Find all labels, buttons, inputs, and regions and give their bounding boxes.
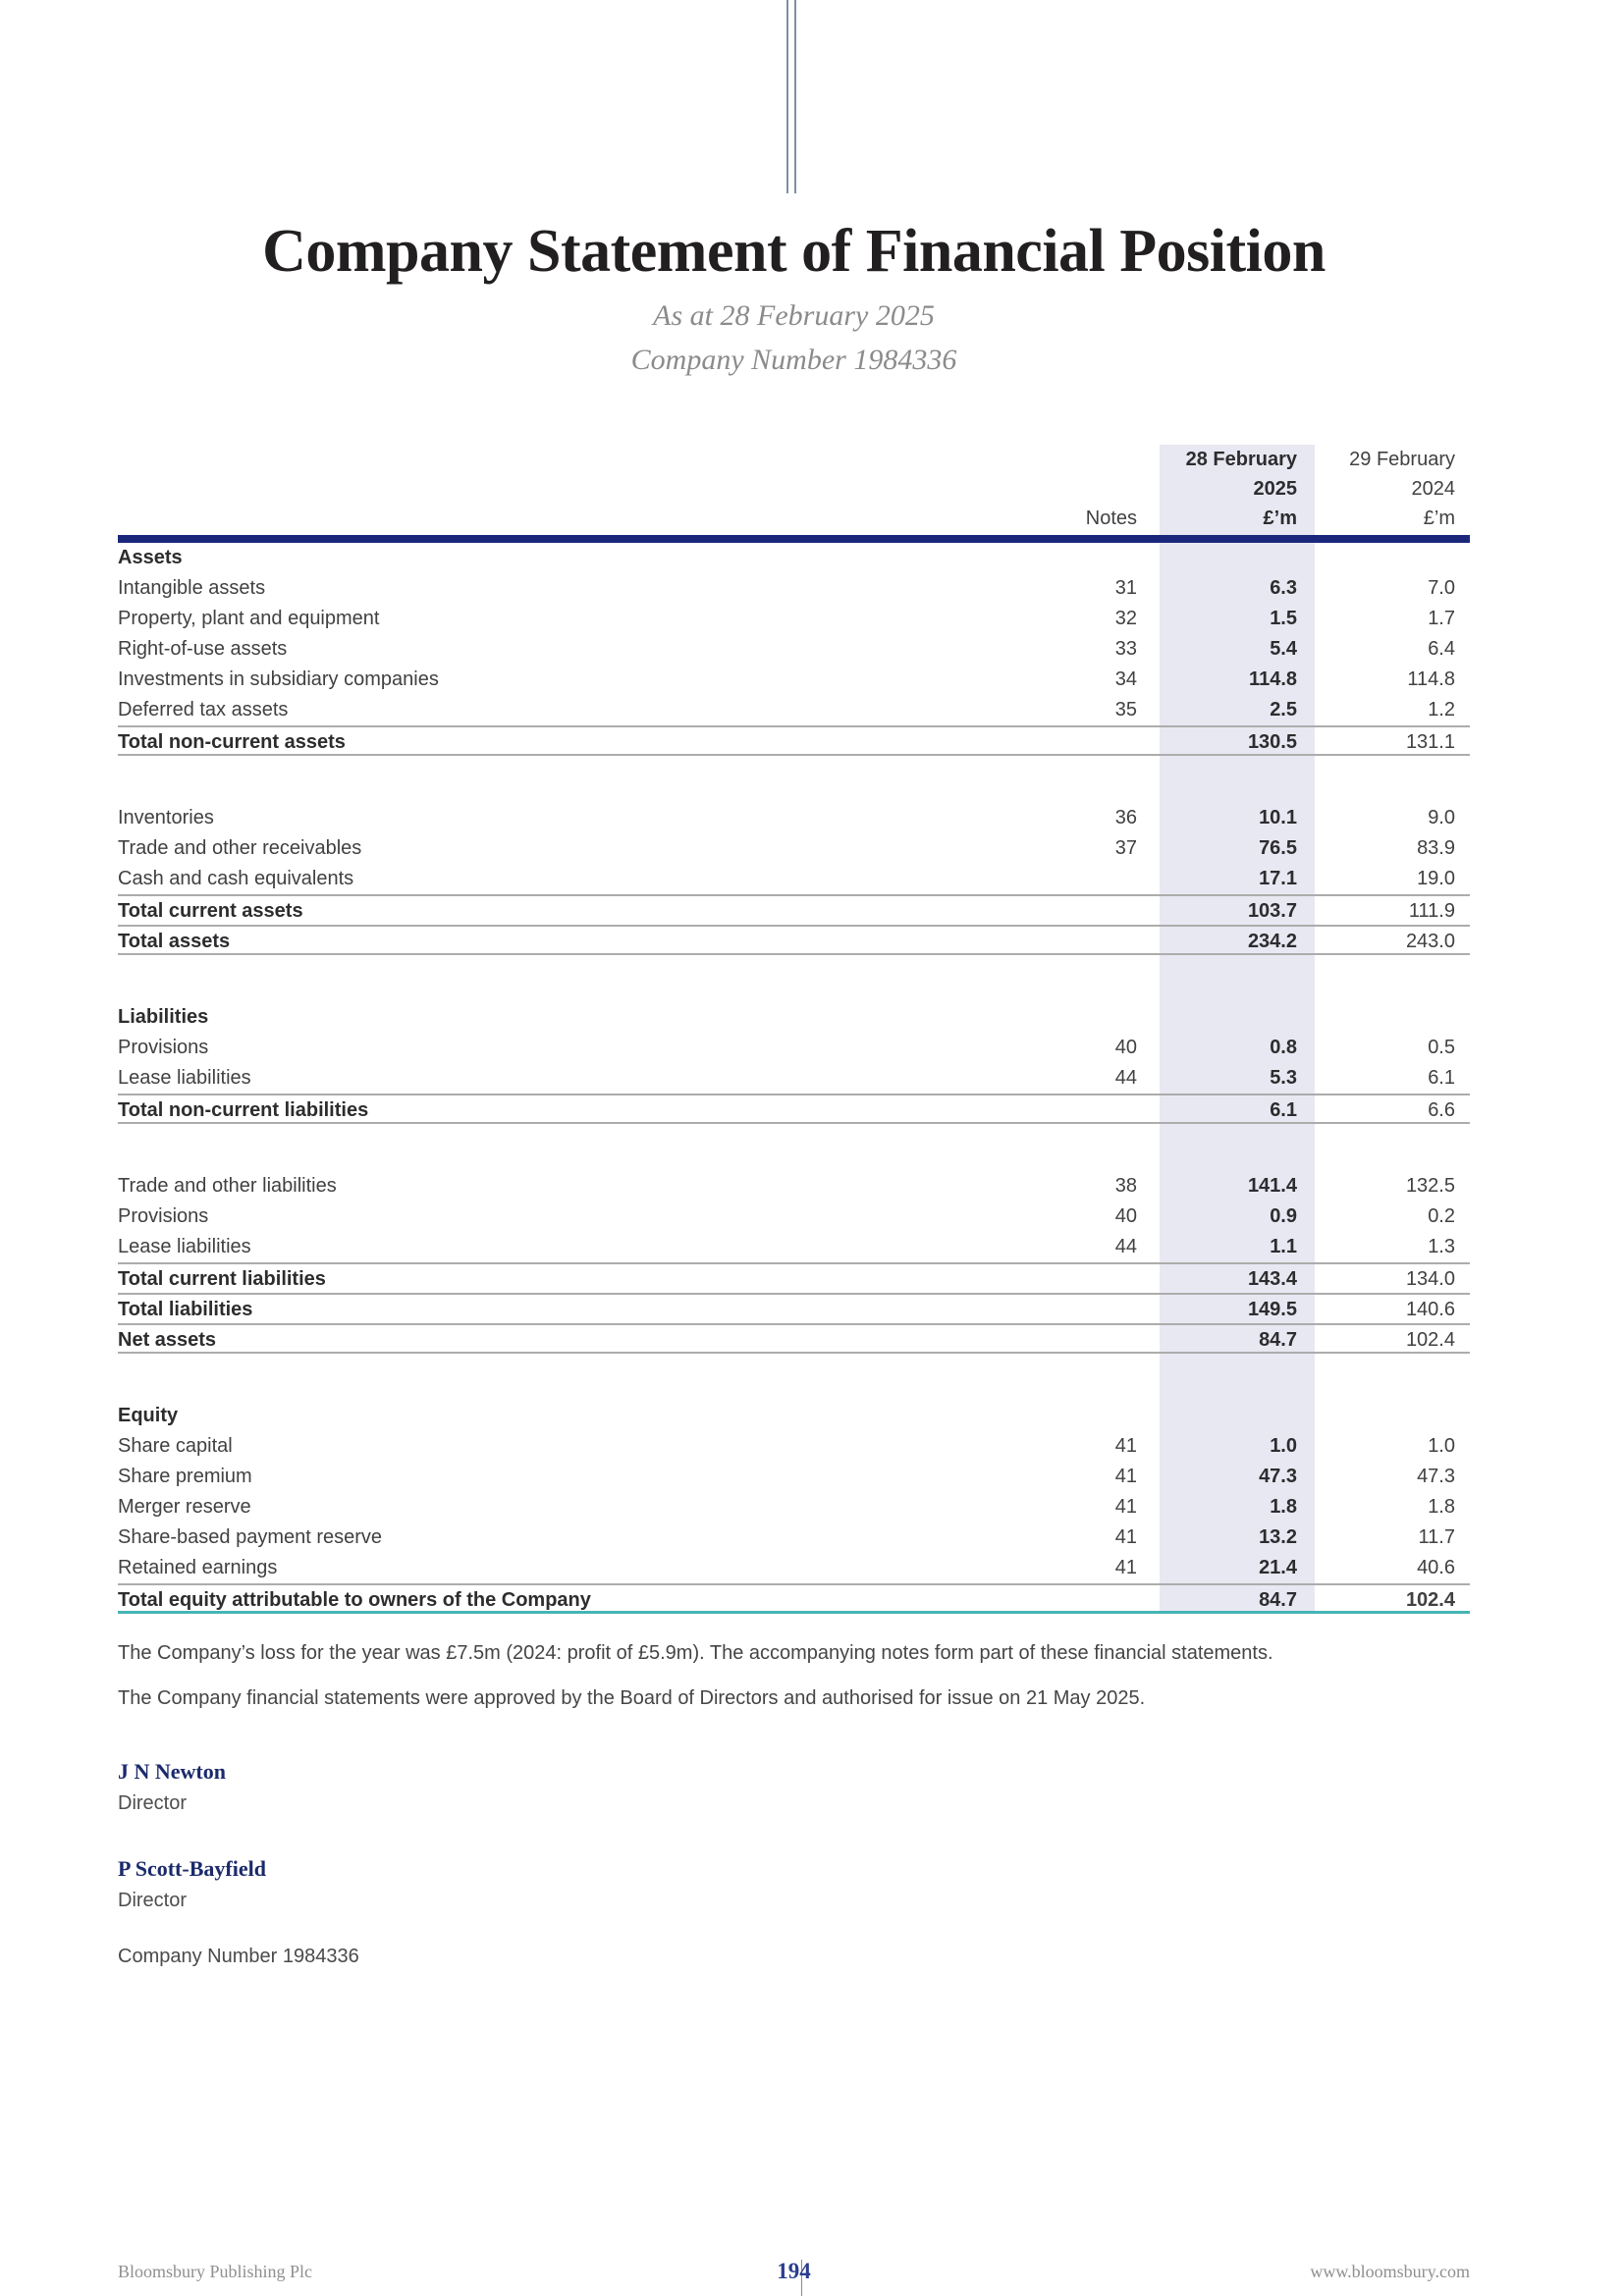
row-note <box>1002 1401 1160 1431</box>
row-note: 41 <box>1114 1557 1137 1579</box>
row-value-2024: 47.3 <box>1417 1466 1455 1488</box>
row-label: Total current liabilities <box>118 1268 326 1291</box>
row-value-2024: 9.0 <box>1428 807 1455 829</box>
row-value-2024: 40.6 <box>1417 1557 1455 1579</box>
column-header-2025 <box>1160 445 1315 533</box>
table-row-item <box>118 1492 1470 1522</box>
row-value-2025: 1.0 <box>1270 1435 1297 1458</box>
row-label: Property, plant and equipment <box>118 608 380 630</box>
row-value-2024: 102.4 <box>1405 1589 1455 1612</box>
row-label: Liabilities <box>118 1006 209 1029</box>
row-note <box>1002 543 1160 573</box>
row-value-2025: 6.1 <box>1270 1099 1297 1122</box>
row-value-2025: 234.2 <box>1247 931 1297 953</box>
signature-name-1: J N Newton <box>118 1759 226 1785</box>
row-value-2025: 5.3 <box>1270 1067 1297 1090</box>
signature-role-2: Director <box>118 1890 188 1912</box>
page-footer <box>118 2253 1470 2282</box>
row-value-2024: 0.2 <box>1428 1205 1455 1228</box>
row-note: 41 <box>1114 1435 1137 1458</box>
row-note: 36 <box>1114 807 1137 829</box>
row-note <box>1002 896 1160 927</box>
row-value-2024: 6.4 <box>1428 638 1455 661</box>
table-row-total <box>118 894 1470 925</box>
row-label: Share capital <box>118 1435 233 1458</box>
row-label: Total assets <box>118 931 231 953</box>
row-label: Provisions <box>118 1205 209 1228</box>
row-label: Intangible assets <box>118 577 266 600</box>
row-value-2025: 21.4 <box>1259 1557 1297 1579</box>
company-number-line: Company Number 1984336 <box>118 1946 359 1968</box>
table-row-item <box>118 1553 1470 1583</box>
table-row-item <box>118 1171 1470 1201</box>
row-value-2024: 114.8 <box>1407 668 1455 691</box>
row-value-2024: 102.4 <box>1405 1329 1455 1352</box>
row-label: Lease liabilities <box>118 1236 251 1258</box>
row-value-2024: 0.5 <box>1428 1037 1455 1059</box>
table-header <box>118 445 1470 533</box>
row-note: 41 <box>1114 1466 1137 1488</box>
table-row-item <box>118 1232 1470 1262</box>
row-value-2024: 132.5 <box>1405 1175 1455 1198</box>
row-note: 38 <box>1114 1175 1137 1198</box>
row-label: Net assets <box>118 1329 217 1352</box>
row-value-2025: 1.8 <box>1270 1496 1297 1519</box>
row-label: Equity <box>118 1405 179 1427</box>
row-note <box>1002 1002 1160 1033</box>
row-note <box>1002 1325 1160 1356</box>
table-row-total <box>118 725 1470 756</box>
row-note <box>1002 1585 1160 1616</box>
notes-paragraph-2: The Company financial statements were approved by the Board of Directors and authorised for issue on 21 May 2025. <box>118 1687 1146 1710</box>
table-row-item <box>118 1033 1470 1063</box>
row-note: 44 <box>1114 1067 1137 1090</box>
row-note <box>1002 927 1160 957</box>
table-row-section <box>118 543 1470 573</box>
row-value-2024: 6.1 <box>1428 1067 1455 1090</box>
row-value-2024: 6.6 <box>1428 1099 1455 1122</box>
row-value-2024: 111.9 <box>1408 900 1455 923</box>
financial-position-table <box>118 445 1470 1614</box>
header-rule <box>118 535 1470 543</box>
row-label: Provisions <box>118 1037 209 1059</box>
row-value-2024: 7.0 <box>1428 577 1455 600</box>
table-row-item <box>118 573 1470 604</box>
row-value-2025: 141.4 <box>1247 1175 1297 1198</box>
column-header-2025-year: 2025 <box>1253 478 1297 501</box>
row-label: Share premium <box>118 1466 252 1488</box>
row-label: Total current assets <box>118 900 303 923</box>
row-note: 40 <box>1114 1037 1137 1059</box>
table-row-item <box>118 1431 1470 1462</box>
signature-role-1: Director <box>118 1792 188 1815</box>
header-spacer <box>118 445 1002 533</box>
row-label: Deferred tax assets <box>118 699 289 721</box>
row-value-2025: 1.5 <box>1270 608 1297 630</box>
page-content <box>118 0 1470 1968</box>
row-value-2025: 84.7 <box>1259 1329 1297 1352</box>
table-row-total <box>118 1323 1470 1354</box>
table-row-item <box>118 665 1470 695</box>
row-value-2025: 0.9 <box>1270 1205 1297 1228</box>
table-row-item <box>118 1462 1470 1492</box>
row-note: 41 <box>1114 1526 1137 1549</box>
row-value-2024: 140.6 <box>1405 1299 1455 1321</box>
row-note: 40 <box>1114 1205 1137 1228</box>
footer-website: www.bloomsbury.com <box>1310 2262 1470 2281</box>
footer-page-number: 194 <box>777 2259 811 2283</box>
row-value-2025: 17.1 <box>1259 868 1297 890</box>
row-value-2025: 47.3 <box>1259 1466 1297 1488</box>
table-row-item <box>118 695 1470 725</box>
signature-name-2: P Scott-Bayfield <box>118 1856 266 1882</box>
row-note <box>1002 1295 1160 1325</box>
subtitle-company-number: Company Number 1984336 <box>630 344 957 377</box>
row-value-2024: 19.0 <box>1417 868 1455 890</box>
row-note: 35 <box>1114 699 1137 721</box>
row-value-2025: 0.8 <box>1270 1037 1297 1059</box>
table-gap-row <box>118 955 1470 1002</box>
row-value-2025 <box>1160 543 1315 573</box>
row-value-2024: 83.9 <box>1417 837 1455 860</box>
notes-paragraph-1: The Company’s loss for the year was £7.5m (2024: profit of £5.9m). The accompanying notes form part of these financial statements. <box>118 1642 1273 1665</box>
table-row-item <box>118 1063 1470 1094</box>
row-label: Share-based payment reserve <box>118 1526 383 1549</box>
table-row-total <box>118 925 1470 955</box>
row-value-2025: 103.7 <box>1247 900 1297 923</box>
row-note: 32 <box>1114 608 1137 630</box>
row-value-2025 <box>1160 1002 1315 1033</box>
row-value-2024: 1.7 <box>1428 608 1455 630</box>
row-label: Total non-current liabilities <box>118 1099 369 1122</box>
column-header-2024 <box>1315 445 1470 533</box>
table-row-total <box>118 1094 1470 1124</box>
row-value-2025: 114.8 <box>1249 668 1297 691</box>
row-label: Total liabilities <box>118 1299 253 1321</box>
row-note <box>1002 1095 1160 1126</box>
table-row-item <box>118 803 1470 833</box>
row-label: Total non-current assets <box>118 731 346 754</box>
footer-company-name: Bloomsbury Publishing Plc <box>118 2262 313 2281</box>
subtitle-date: As at 28 February 2025 <box>653 299 935 333</box>
row-value-2024: 1.3 <box>1428 1236 1455 1258</box>
row-value-2025: 84.7 <box>1259 1589 1297 1612</box>
table-gap-row <box>118 756 1470 803</box>
row-label: Merger reserve <box>118 1496 251 1519</box>
row-note: 44 <box>1114 1236 1137 1258</box>
row-value-2025: 5.4 <box>1270 638 1297 661</box>
row-value-2024: 11.7 <box>1418 1526 1455 1549</box>
row-label: Cash and cash equivalents <box>118 868 354 890</box>
row-value-2024: 1.0 <box>1428 1435 1455 1458</box>
row-value-2024: 134.0 <box>1405 1268 1455 1291</box>
row-value-2025: 6.3 <box>1270 577 1297 600</box>
row-value-2024 <box>1315 1401 1470 1431</box>
column-header-2024-date: 29 February <box>1349 449 1455 471</box>
row-value-2024: 1.8 <box>1428 1496 1455 1519</box>
row-note: 37 <box>1114 837 1137 860</box>
row-note <box>1002 864 1160 894</box>
row-label: Investments in subsidiary companies <box>118 668 439 691</box>
page-title: Company Statement of Financial Position <box>262 218 1326 285</box>
row-value-2024: 131.1 <box>1405 731 1455 754</box>
column-header-notes: Notes <box>1085 507 1137 530</box>
column-header-2025-unit: £’m <box>1263 507 1297 530</box>
row-value-2024 <box>1315 543 1470 573</box>
row-value-2024: 243.0 <box>1405 931 1455 953</box>
row-note: 31 <box>1114 577 1137 600</box>
row-value-2025: 149.5 <box>1247 1299 1297 1321</box>
table-row-item <box>118 634 1470 665</box>
row-value-2024 <box>1315 1002 1470 1033</box>
column-header-2024-unit: £’m <box>1423 507 1455 530</box>
page-subtitle <box>118 294 1470 382</box>
column-header-2025-date: 28 February <box>1185 449 1297 471</box>
table-row-total <box>118 1293 1470 1323</box>
column-header-2024-year: 2024 <box>1411 478 1455 501</box>
table-row-item <box>118 604 1470 634</box>
row-label: Lease liabilities <box>118 1067 251 1090</box>
table-row-section <box>118 1002 1470 1033</box>
row-note: 41 <box>1114 1496 1137 1519</box>
row-value-2025: 2.5 <box>1270 699 1297 721</box>
row-note <box>1002 727 1160 758</box>
table-gap-row <box>118 1124 1470 1171</box>
table-row-section <box>118 1401 1470 1431</box>
row-label: Retained earnings <box>118 1557 278 1579</box>
row-note <box>1002 1264 1160 1295</box>
table-row-item <box>118 864 1470 894</box>
row-value-2025: 13.2 <box>1259 1526 1297 1549</box>
table-row-item <box>118 1522 1470 1553</box>
row-note: 33 <box>1114 638 1137 661</box>
row-value-2025: 76.5 <box>1259 837 1297 860</box>
row-value-2025 <box>1160 1401 1315 1431</box>
row-label: Trade and other receivables <box>118 837 362 860</box>
row-value-2024: 1.2 <box>1428 699 1455 721</box>
row-label: Total equity attributable to owners of the Company <box>118 1589 591 1612</box>
row-label: Assets <box>118 547 183 569</box>
row-value-2025: 130.5 <box>1247 731 1297 754</box>
row-label: Inventories <box>118 807 214 829</box>
table-row-total-final <box>118 1583 1470 1614</box>
row-value-2025: 1.1 <box>1270 1236 1297 1258</box>
table-gap-row <box>118 1354 1470 1401</box>
row-value-2025: 143.4 <box>1247 1268 1297 1291</box>
row-label: Trade and other liabilities <box>118 1175 337 1198</box>
table-row-item <box>118 1201 1470 1232</box>
row-label: Right-of-use assets <box>118 638 288 661</box>
table-row-total <box>118 1262 1470 1293</box>
table-body <box>118 543 1470 1614</box>
table-row-item <box>118 833 1470 864</box>
row-value-2025: 10.1 <box>1259 807 1297 829</box>
row-note: 34 <box>1114 668 1137 691</box>
